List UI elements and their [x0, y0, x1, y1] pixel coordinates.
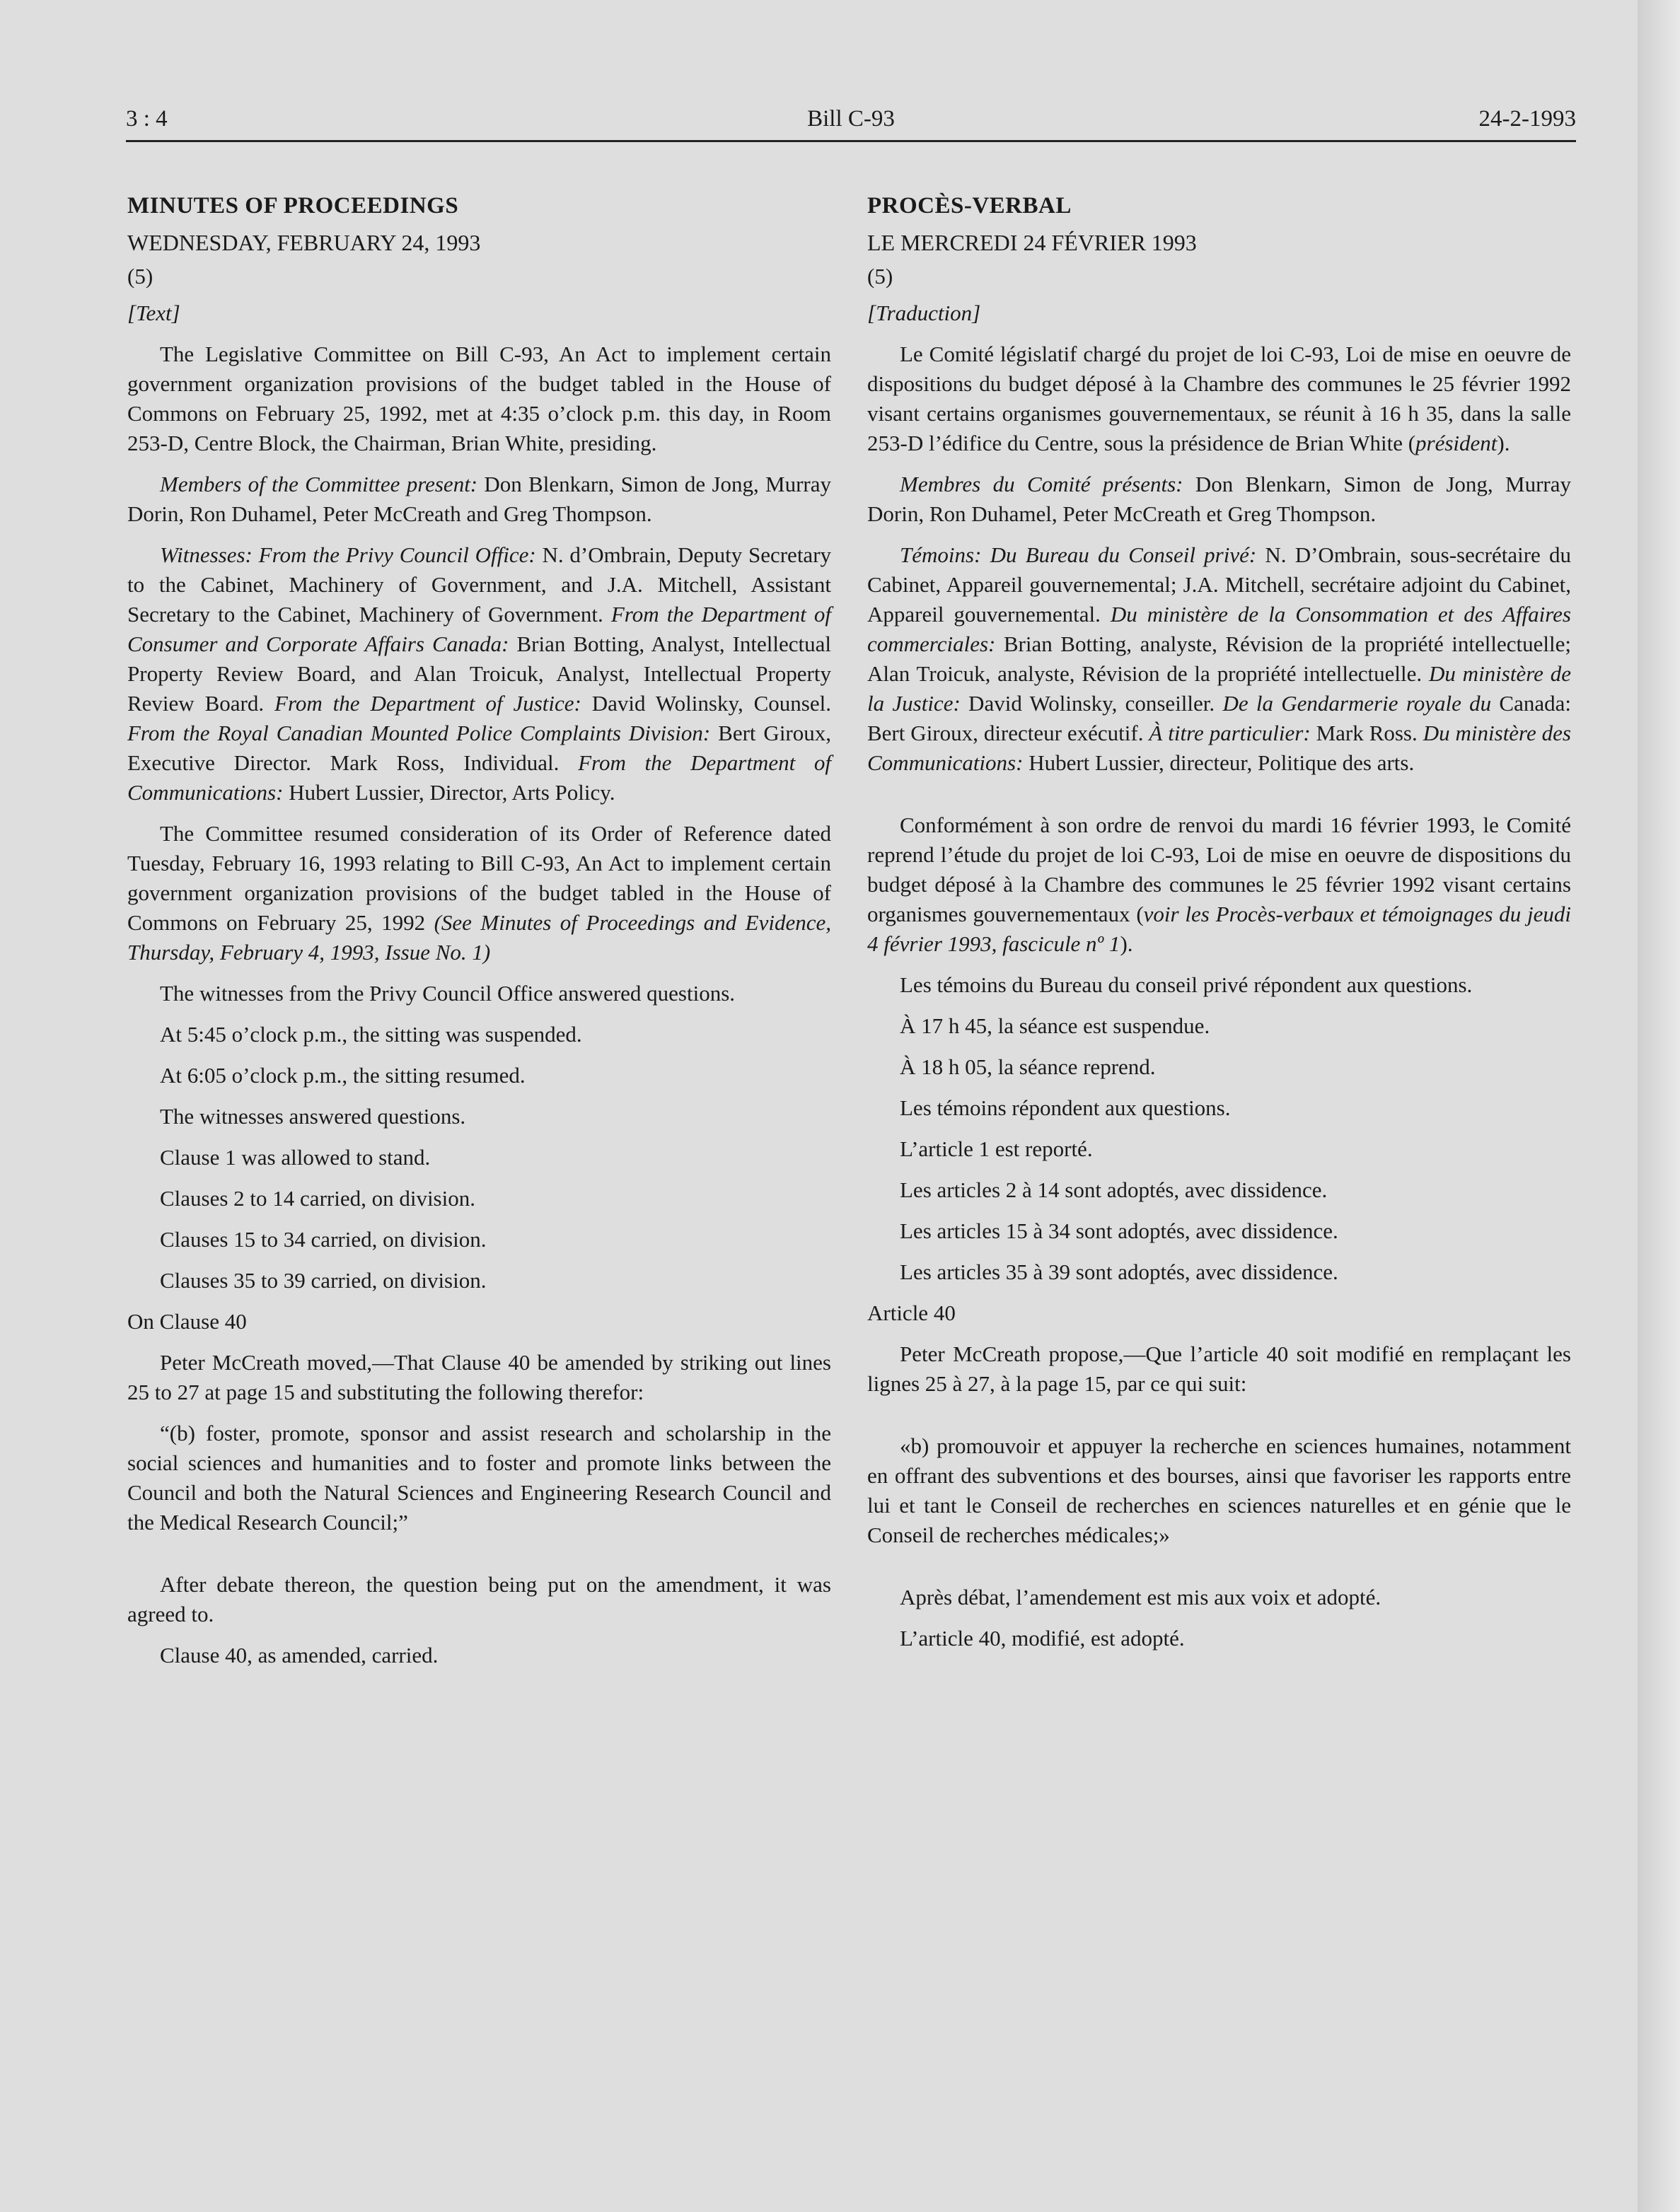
french-date: LE MERCREDI 24 FÉVRIER 1993 — [867, 230, 1197, 255]
french-opening-text: Le Comité législatif chargé du projet de loi C-93, Loi de mise en oeuvre de dispositions du budget déposé à la Chambre des communes le 25 février 1992 visant certains organismes gouvernementaux, se réunit à 16 h 35, dans la salle 253-D l’édifice du Centre, sous la présidence de Brian White ( — [867, 342, 1571, 455]
french-clauses-35-39: Les articles 35 à 39 sont adoptés, avec dissidence. — [900, 1259, 1338, 1284]
french-witnesses-label-2: Du ministère de la Consommation et des Affaires commerciales: — [867, 602, 1571, 656]
english-witnesses-label-4: From the Royal Canadian Mounted Police Complaints Division: — [127, 721, 711, 745]
page-edge — [1638, 0, 1680, 2212]
english-on-clause-40: On Clause 40 — [127, 1309, 247, 1334]
english-resumed-text: The Committee resumed consideration of its Order of Reference dated Tuesday, February 16, 1993 relating to Bill C-93, An Act to implement certain government organization provisions of the budget tabled in the House of Commons on February 25, 1992 — [127, 821, 831, 935]
english-witnesses-text-4: Bert Giroux, Executive Director. Mark Ross, Individual. — [127, 721, 832, 775]
english-clause-1: Clause 1 was allowed to stand. — [160, 1145, 431, 1170]
english-clauses-2-14: Clauses 2 to 14 carried, on division. — [160, 1186, 475, 1211]
english-witnesses-label-5: From the Department of Communications: — [127, 750, 831, 805]
english-witnesses-text-3: David Wolinsky, Counsel. — [581, 691, 831, 716]
bill-title: Bill C-93 — [807, 106, 895, 132]
english-witnesses-paragraph — [127, 540, 831, 808]
english-opening-paragraph: The Legislative Committee on Bill C-93, An Act to implement certain government organization provisions of the budget tabled in the House of Commons on February 25, 1992, met at 4:35 o’clock p.m. this day, in Room 253-D, Centre Block, the Chairman, Brian White, presiding. — [127, 342, 831, 455]
french-opening-paragraph — [867, 339, 1571, 458]
french-sitting-number: (5) — [867, 264, 893, 289]
spacer — [867, 1561, 1571, 1583]
english-debate-paragraph: After debate thereon, the question being put on the amendment, it was agreed to. — [127, 1572, 831, 1626]
french-resumed-paragraph — [867, 810, 1571, 959]
page-header — [126, 106, 1576, 141]
french-translation-tag: [Traduction] — [867, 301, 981, 325]
spacer — [867, 789, 1571, 810]
french-witnesses-text-4: Canada: Bert Giroux, directeur exécutif. — [867, 691, 1571, 745]
spacer — [127, 1549, 831, 1570]
french-witnesses-label-3: Du ministère de la Justice: — [867, 661, 1571, 716]
english-witnesses-text-1: N. d’Ombrain, Deputy Secretary to the Cabinet, Machinery of Government, and J.A. Mitchell, Assistant Secretary to the Cabinet, Machinery of Government. — [127, 542, 832, 627]
english-suspended-line: At 5:45 o’clock p.m., the sitting was suspended. — [160, 1022, 582, 1047]
french-witnesses-label-1: Témoins: Du Bureau du Conseil privé: — [900, 542, 1257, 567]
english-clauses-15-34: Clauses 15 to 34 carried, on division. — [160, 1227, 487, 1252]
french-clauses-2-14: Les articles 2 à 14 sont adoptés, avec dissidence. — [900, 1177, 1328, 1202]
french-witnesses-text-3: David Wolinsky, conseiller. — [960, 691, 1223, 716]
header-date: 24-2-1993 — [1478, 106, 1576, 132]
english-answered-paragraph: The witnesses from the Privy Council Office answered questions. — [160, 981, 736, 1006]
english-witnesses-label-3: From the Department of Justice: — [274, 691, 581, 716]
english-clauses-35-39: Clauses 35 to 39 carried, on division. — [160, 1268, 487, 1293]
french-article-40: Article 40 — [867, 1300, 956, 1325]
french-president-word: président — [1415, 431, 1497, 455]
french-resumed-text: Conformément à son ordre de renvoi du mardi 16 février 1993, le Comité reprend l’étude du projet de loi C-93, Loi de mise en oeuvre de dispositions du budget déposé à la Chambre des communes le 25 février 1992 visant certains organismes gouvernementaux ( — [867, 813, 1571, 926]
spacer — [867, 1410, 1571, 1431]
english-witnesses-label-2: From the Department of Consumer and Corporate Affairs Canada: — [127, 602, 832, 656]
english-resumed-line: At 6:05 o’clock p.m., the sitting resumed. — [160, 1063, 526, 1088]
french-witnesses-label-5: À titre particulier: — [1149, 721, 1311, 745]
english-witnesses-text-5: Hubert Lussier, Director, Arts Policy. — [283, 780, 615, 805]
french-members-paragraph — [867, 470, 1571, 529]
english-answered-line: The witnesses answered questions. — [160, 1104, 466, 1129]
french-clause-40-carried: L’article 40, modifié, est adopté. — [900, 1626, 1185, 1651]
french-witnesses-text-1: N. D’Ombrain, sous-secrétaire du Cabinet, Appareil gouvernemental; J.A. Mitchell, secrétaire adjoint du Cabinet, Appareil gouvernemental. — [867, 542, 1571, 627]
english-sitting-number: (5) — [127, 264, 153, 289]
french-witnesses-paragraph — [867, 540, 1571, 778]
english-resumed-paragraph — [127, 819, 831, 967]
french-suspended-line: À 17 h 45, la séance est suspendue. — [900, 1013, 1210, 1038]
french-column — [867, 191, 1571, 1665]
french-title: PROCÈS-VERBAL — [867, 193, 1072, 219]
english-resumed-reference: (See Minutes of Proceedings and Evidence, Thursday, February 4, 1993, Issue No. 1) — [127, 910, 831, 965]
english-witnesses-label-1: Witnesses: From the Privy Council Office: — [160, 542, 536, 567]
english-motion-paragraph: Peter McCreath moved,—That Clause 40 be amended by striking out lines 25 to 27 at page 15 and substituting the following therefor: — [127, 1350, 831, 1404]
english-clause-40-carried: Clause 40, as amended, carried. — [160, 1643, 439, 1667]
french-resumed-end: ). — [1120, 931, 1133, 956]
french-resumed-line: À 18 h 05, la séance reprend. — [900, 1054, 1156, 1079]
english-date: WEDNESDAY, FEBRUARY 24, 1993 — [127, 230, 481, 255]
french-members-label: Membres du Comité présents: — [900, 472, 1183, 496]
french-witnesses-label-4: De la Gendarmerie royale du — [1222, 691, 1492, 716]
english-members-paragraph — [127, 470, 831, 529]
french-witnesses-text-5: Mark Ross. — [1310, 721, 1423, 745]
english-witnesses-text-2: Brian Botting, Analyst, Intellectual Property Review Board, and Alan Troicuk, Analyst, Intellectual Property Review Board. — [127, 631, 831, 716]
french-witnesses-text-6: Hubert Lussier, directeur, Politique des arts. — [1023, 750, 1415, 775]
french-resumed-reference: voir les Procès-verbaux et témoignages du jeudi 4 février 1993, fascicule nº 1 — [867, 902, 1571, 956]
french-clauses-15-34: Les articles 15 à 34 sont adoptés, avec dissidence. — [900, 1218, 1338, 1243]
french-motion-paragraph: Peter McCreath propose,—Que l’article 40 soit modifié en remplaçant les lignes 25 à 27, à la page 15, par ce qui suit: — [867, 1341, 1571, 1396]
header-rule — [126, 140, 1576, 142]
english-text-tag: [Text] — [127, 301, 180, 325]
french-opening-end: ). — [1497, 431, 1510, 455]
english-column — [127, 191, 831, 1682]
french-debate-paragraph: Après débat, l’amendement est mis aux voix et adopté. — [900, 1585, 1381, 1609]
french-witnesses-text-2: Brian Botting, analyste, Révision de la propriété intellectuelle; Alan Troicuk, analyste, Révision de la propriété intellectuelle. — [867, 631, 1571, 686]
french-answered-paragraph: Les témoins du Bureau du conseil privé répondent aux questions. — [900, 972, 1473, 997]
english-amendment-quote: “(b) foster, promote, sponsor and assist research and scholarship in the social sciences and humanities and to foster and promote links between the Council and both the Natural Sciences and Engineering Research Council and the Medical Research Council;” — [127, 1421, 831, 1535]
french-witnesses-label-6: Du ministère des Communications: — [867, 721, 1571, 775]
french-amendment-quote: «b) promouvoir et appuyer la recherche en sciences humaines, notamment en offrant des subventions et des bourses, ainsi que favoriser les rapports entre lui et tant le Conseil de recherches en sciences naturelles et en génie que le Conseil de recherches médicales;» — [867, 1433, 1571, 1547]
english-members-label: Members of the Committee present: — [160, 472, 478, 496]
english-title: MINUTES OF PROCEEDINGS — [127, 193, 459, 219]
french-answered-line: Les témoins répondent aux questions. — [900, 1095, 1231, 1120]
page-reference: 3 : 4 — [126, 106, 168, 132]
french-clause-1: L’article 1 est reporté. — [900, 1136, 1093, 1161]
french-members-text: Don Blenkarn, Simon de Jong, Murray Dorin, Ron Duhamel, Peter McCreath et Greg Thompson. — [867, 472, 1572, 526]
english-members-text: Don Blenkarn, Simon de Jong, Murray Dorin, Ron Duhamel, Peter McCreath and Greg Thompson. — [127, 472, 831, 526]
